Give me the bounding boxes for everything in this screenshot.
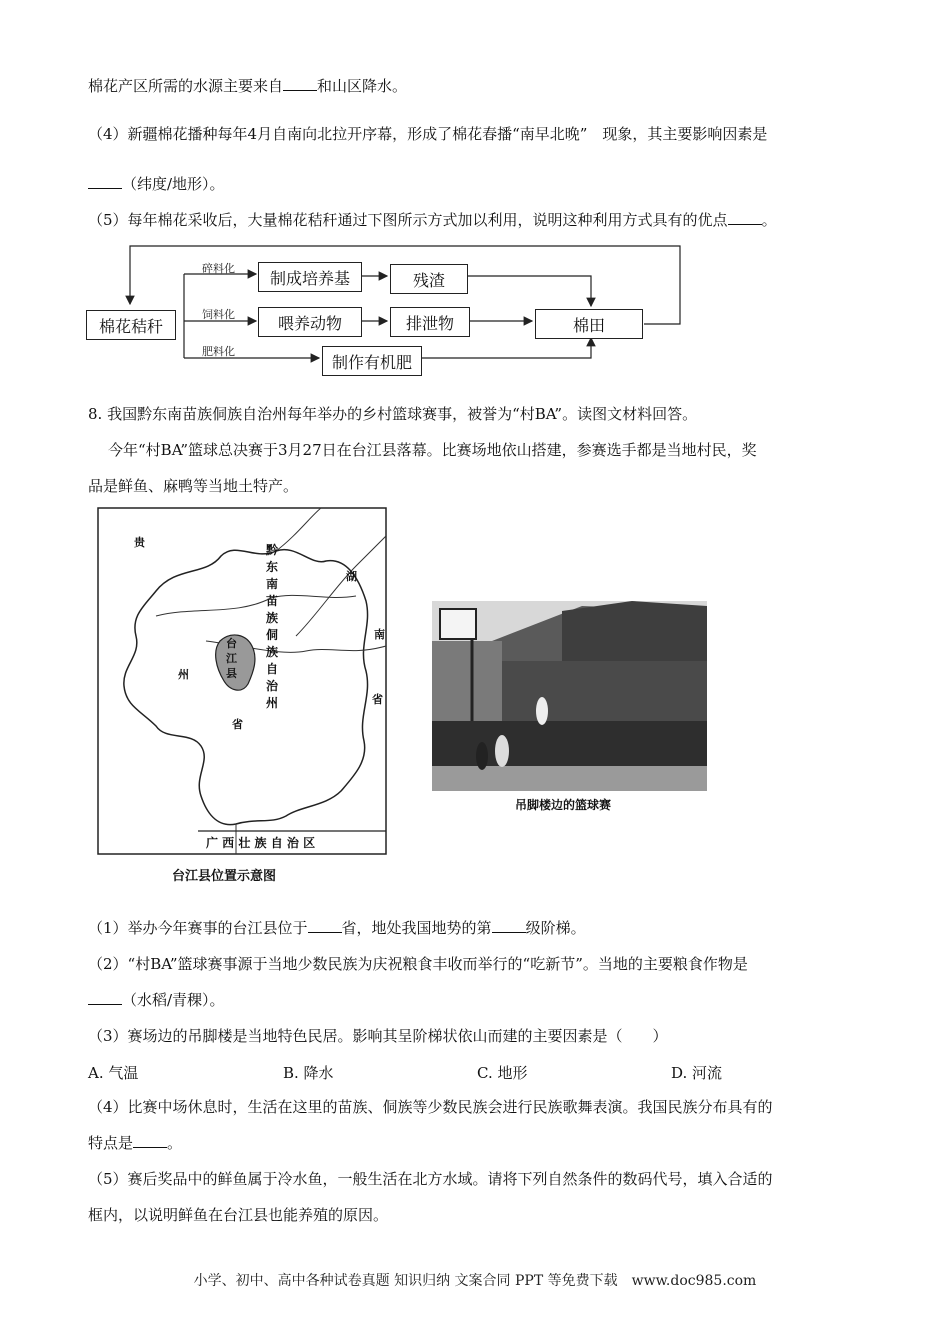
question-8-4: （4）比赛中场休息时，生活在这里的苗族、侗族等少数民族会进行民族歌舞表演。我国民族分布具有的 [88, 1098, 773, 1116]
question-8-5: （5）赛后奖品中的鲜鱼属于冷水鱼，一般生活在北方水域。请将下列自然条件的数码代号，填入合适的 [88, 1170, 773, 1188]
answer-blank[interactable] [283, 76, 317, 91]
photo-drawing [432, 601, 707, 791]
material-text: 品是鲜鱼、麻鸭等当地土特产。 [88, 477, 299, 495]
label-guangxi: 广 西 壮 族 自 治 区 [206, 836, 316, 850]
answer-blank[interactable] [88, 174, 122, 189]
question-8-title: 8. 我国黔东南苗族侗族自治州每年举办的乡村篮球赛事，被誉为“村BA”。读图文材料回答。 [88, 405, 698, 423]
fertilizer-label: 肥料化 [202, 345, 235, 358]
organic-fertilizer-box: 制作有机肥 [322, 346, 422, 376]
label-sheng: 省 [232, 718, 243, 731]
answer-blank[interactable] [492, 918, 526, 933]
question-7-4: （4）新疆棉花播种每年4月自南向北拉开序幕，形成了棉花春播“南早北晚” 现象，其主要影响因素是 [88, 125, 768, 143]
answer-blank[interactable] [88, 990, 122, 1005]
crush-label: 碎料化 [202, 262, 235, 275]
straw-utilization-diagram [86, 240, 686, 380]
cotton-field-box: 棉田 [535, 309, 643, 339]
label-gui: 贵 [134, 536, 145, 549]
excreta-box: 排泄物 [390, 307, 470, 337]
county-label: 台 江 县 [226, 637, 237, 680]
label-zhou: 州 [178, 668, 189, 681]
map-caption: 台江县位置示意图 [172, 869, 277, 884]
feed-label: 饲料化 [202, 308, 235, 321]
material-text: 今年“村BA”篮球总决赛于3月27日在台江县落幕。比赛场地依山搭建，参赛选手都是当地村民，奖 [108, 441, 757, 459]
map-drawing [96, 506, 388, 856]
option-c[interactable]: C. 地形 [477, 1064, 528, 1082]
option-d[interactable]: D. 河流 [671, 1064, 723, 1082]
option-a[interactable]: A. 气温 [88, 1064, 139, 1082]
question-8-3: （3）赛场边的吊脚楼是当地特色民居。影响其呈阶梯状依山而建的主要因素是（ ） [88, 1027, 668, 1045]
taijiang-location-map [96, 506, 388, 856]
basketball-photo [432, 601, 707, 791]
question-8-2: （2）“村BA”篮球赛事源于当地少数民族为庆祝粮食丰收而举行的“吃新节”。当地的主要粮食作物是 [88, 955, 748, 973]
text-line: 框内，以说明鲜鱼在台江县也能养殖的原因。 [88, 1206, 389, 1224]
label-nan: 南 [374, 628, 385, 641]
answer-blank[interactable] [308, 918, 342, 933]
answer-blank[interactable] [728, 210, 762, 225]
label-hu: 湖 [346, 570, 357, 583]
feed-animals-box: 喂养动物 [258, 307, 362, 337]
page-footer: 小学、初中、高中各种试卷真题 知识归纳 文案合同 PPT 等免费下载 www.doc985.com [193, 1273, 757, 1289]
option-b[interactable]: B. 降水 [283, 1064, 334, 1082]
label-hunan-sheng: 省 [372, 693, 383, 706]
text-line: 特点是 。 [88, 1134, 183, 1152]
question-7-5: （5）每年棉花采收后，大量棉花秸秆通过下图所示方式加以利用，说明这种利用方式具有的优点 。 [88, 211, 777, 229]
prefecture-label: 黔 东 南 苗 族 侗 族 自 治 州 [266, 543, 279, 710]
straw-box: 棉花秸秆 [86, 310, 176, 340]
text-line: （水稻/青稞）。 [88, 990, 225, 1010]
question-8-1: （1）举办今年赛事的台江县位于 省，地处我国地势的第 级阶梯。 [88, 919, 586, 937]
text-line: 棉花产区所需的水源主要来自 和山区降水。 [88, 77, 408, 95]
residue-box: 残渣 [390, 264, 468, 294]
answer-blank[interactable] [133, 1133, 167, 1148]
medium-box: 制成培养基 [258, 262, 362, 292]
text-line: （纬度/地形）。 [88, 174, 225, 194]
photo-caption: 吊脚楼边的篮球赛 [515, 798, 612, 812]
